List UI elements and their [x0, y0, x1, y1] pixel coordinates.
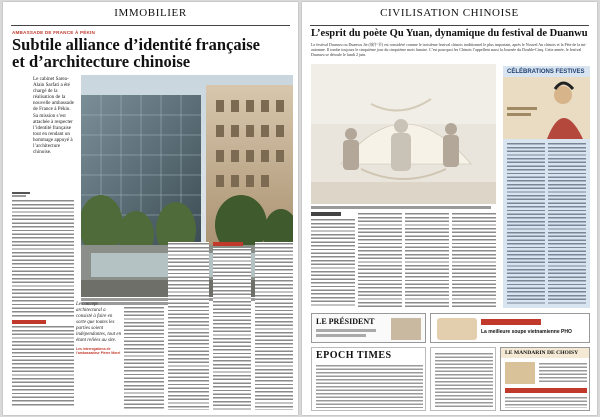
left-page: [3, 2, 298, 415]
pull-quote: [76, 302, 122, 355]
newspaper-spread: [3, 2, 597, 415]
article-byline: [12, 192, 30, 197]
column-1-subhead: [12, 320, 46, 324]
right-lede: Le festival Duanwu ou Duanwu Jie (端午节) est considéré comme le troisième festival chinois traditionnel le plus important, après le Nouvel An chinois et la Fête de la mi-automne. Il tombe toujours le cinquième jour du cinquième mois lunaire. C’est pourquoi les Chinois l’appellent aussi la Journée du Double-Cinq. Cette année, le festival Duanwu se déroule le lundi 2 juin.: [311, 42, 587, 57]
article-column-4: [213, 242, 251, 410]
article-column-2: [124, 306, 164, 410]
pull-quote-text: Le concept architectural a consisté à faire en sorte que toutes les parties soient indépendantes, tout en étant reliées au site.: [76, 302, 122, 343]
ad-le-president-title: LE PRÉSIDENT: [316, 317, 375, 326]
right-header-rule: [310, 25, 589, 26]
ad-subscription-info: [430, 347, 496, 411]
article-column-1: [12, 199, 74, 409]
ad-pho-title: La meilleure soupe vietnamienne PHO: [481, 329, 572, 335]
festival-sidebar-title: CÉLÉBRATIONS FESTIVES: [507, 69, 585, 75]
article-kicker: AMBASSADE DE FRANCE À PÉKIN: [12, 30, 95, 35]
left-rubric: IMMOBILIER: [114, 7, 187, 19]
right-page: [302, 2, 597, 415]
right-column-4: [452, 212, 496, 308]
festival-sidebar-col-1: [507, 142, 545, 306]
right-column-2: [358, 212, 402, 308]
festival-sidebar-col-2: [548, 142, 586, 306]
left-header-rule: [11, 25, 290, 26]
right-column-3: [405, 212, 449, 308]
pull-subhead: Les interrogations de l’ambassadeur Pierre Morel: [76, 347, 121, 355]
ad-epoch-times: [311, 347, 426, 411]
ad-pho: [430, 313, 590, 343]
right-headline: L’esprit du poète Qu Yuan, dynamique du festival de Duanwu: [311, 28, 588, 39]
ad-le-president: [311, 313, 426, 343]
right-rubric: CIVILISATION CHINOISE: [380, 7, 519, 19]
article-headline: Subtile alliance d’identité française et d’architecture chinoise: [12, 35, 260, 71]
festival-photo-caption: [311, 206, 496, 209]
festival-sidebar: [503, 66, 590, 308]
article-column-3: [168, 242, 209, 410]
article-lede: Le cabinet Sarea-Alain Sarfati a été chargé de la réalisation de la nouvelle ambassade de France à Pékin. Sa mission s’est attachée à respecter l’identité française tout en rendant un hommage appuyé à l’architecture chinoise.: [33, 76, 74, 156]
article-column-5: [255, 242, 293, 410]
ad-mandarin-title: LE MANDARIN DE CHOISY: [505, 350, 579, 356]
right-column-1: [311, 212, 355, 308]
festival-photo: [311, 64, 496, 204]
ad-epoch-times-title: EPOCH TIMES: [316, 350, 392, 361]
qu-yuan-portrait: [503, 77, 590, 139]
ad-mandarin-choisy: [500, 347, 590, 411]
